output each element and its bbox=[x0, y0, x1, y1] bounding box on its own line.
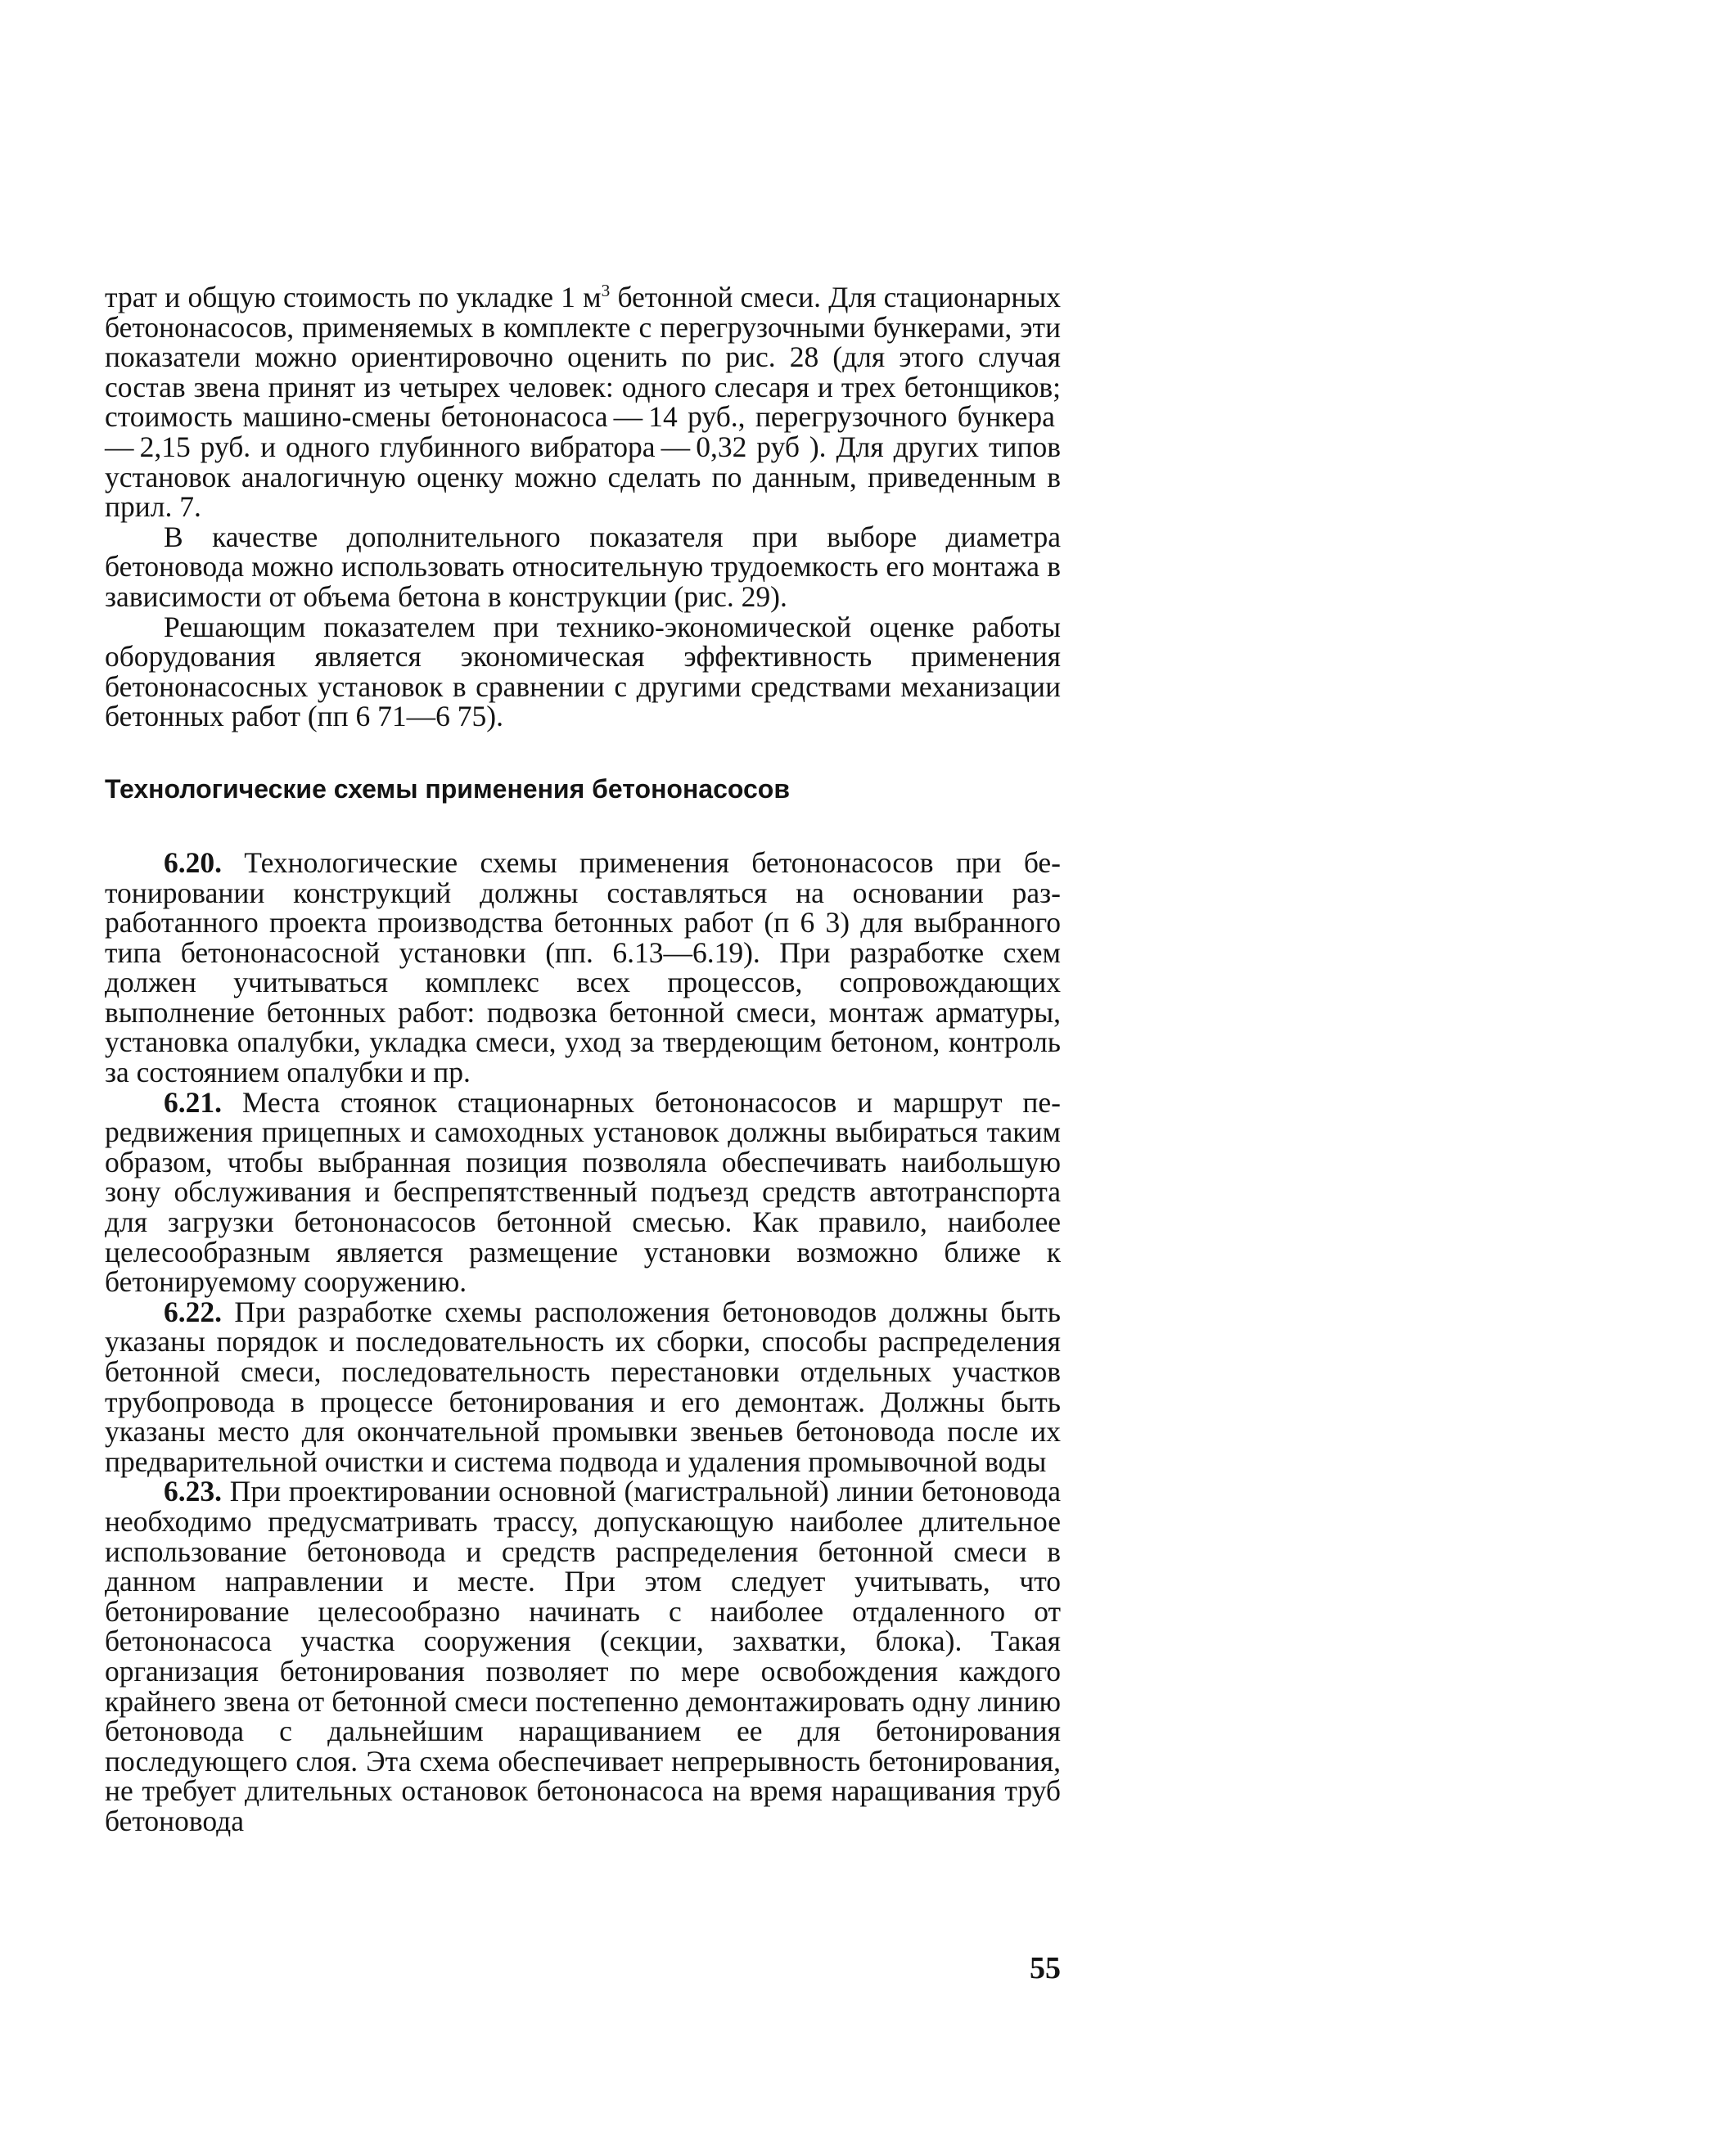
paragraph-text: Технологические схемы применения бетононасосов при бетонировании конструкций должны составляться на основании разработанного проекта производства бетонных работ (п 6 3) для выбранного типа бетононасосной установки (пп. 6.13—6.19). При разработке схем должен учитываться комплекс всех процессов, сопровождающих выполнение бетонных работ: подвозка бетонной смеси, монтаж арматуры, установка опалубки, укладка смеси, уход за твердеющим бетоном, контроль за состоянием опалубки и пр. bbox=[105, 845, 1061, 1089]
paragraph-6-23 bbox=[105, 1476, 1061, 1836]
paragraph-6-21 bbox=[105, 1085, 1061, 1299]
paragraph-6-20 bbox=[105, 845, 1061, 1089]
paragraph-number: 6.23. bbox=[164, 1475, 222, 1508]
paragraph-text: При разработке схемы расположения бетоноводов должны быть указаны порядок и последовательность их сборки, способы распределения бетонной смеси, последовательность перестановки отдельных участков трубопровода в процессе бетонирования и его демонтаж. Должны быть указаны место для окончательной промывки звеньев бетоновода после их предварительной очистки и система подвода и удаления промывочной воды bbox=[105, 1295, 1061, 1478]
section-title: Технологические схемы применения бетононасосов bbox=[105, 773, 790, 804]
paragraph-intro-3: Решающим показателем при технико-экономической оценке работы оборудования является экономическая эффективность применения бетононасосных установок в сравнении с другими средствами механизации бетонных работ (пп 6 71—6 75). bbox=[105, 610, 1061, 733]
paragraph-intro-1-text-cont: бетонной смеси. Для стационарных бетононасосов, применяемых в комплекте с перегрузочными бункерами, эти показатели можно ориентировочно оценить по рис. 28 (для этого случая состав звена принят из четырех человек: одного слесаря и трех бетонщиков; стоимость машино-смены бетононасоса — 14 руб., перегрузочного бункера — 2,15 руб. и одного глубинного вибратора — 0,32 руб ). Для других типов установок аналогичную оценку можно сделать по данным, приведенным в прил. 7. bbox=[105, 281, 1061, 524]
paragraph-intro-2: В качестве дополнительного показателя при выборе диаметра бетоновода можно использовать относительную трудоемкость его монтажа в зависимости от объема бетона в конструкции (рис. 29). bbox=[105, 520, 1061, 613]
superscript-cubic: 3 bbox=[601, 281, 611, 301]
page-body bbox=[105, 282, 1061, 1836]
paragraph-intro-1 bbox=[105, 282, 1061, 522]
paragraph-6-22 bbox=[105, 1297, 1061, 1477]
paragraph-intro-1-text: трат и общую стоимость по укладке 1 м bbox=[105, 281, 602, 313]
paragraph-number: 6.21. bbox=[164, 1085, 222, 1119]
paragraph-text: Места стоянок стационарных бетононасосов и маршрут передвижения прицепных и самоходных установок должны выбираться таким образом, чтобы выбранная позиция позволяла обеспечивать наибольшую зону обслуживания и беспрепятственный подъезд средств автотранспорта для загрузки бетононасосов бетонной смесью. Как правило, наиболее целесообразным является размещение установки возможно ближе к бетонируемому сооружению. bbox=[105, 1085, 1061, 1299]
page-number: 55 bbox=[1030, 1951, 1061, 1985]
paragraph-text: При проектировании основной (магистральной) линии бетоновода необходимо предусматривать трассу, допускающую наиболее длительное использование бетоновода и средств распределения бетонной смеси в данном направлении и месте. При этом следует учитывать, что бетонирование целесообразно начинать с наиболее отдаленного от бетононасоса участка сооружения (секции, захватки, блока). Такая организация бетонирования позволяет по мере освобождения каждого крайнего звена от бетонной смеси постепенно демонтажировать одну линию бетоновода с дальнейшим наращиванием ее для бетонирования последующего слоя. Эта схема обеспечивает непрерывность бетонирования, не требует длительных остановок бетононасоса на время наращивания труб бетоновода bbox=[105, 1475, 1061, 1837]
paragraph-number: 6.20. bbox=[164, 845, 222, 879]
paragraph-number: 6.22. bbox=[164, 1295, 222, 1328]
